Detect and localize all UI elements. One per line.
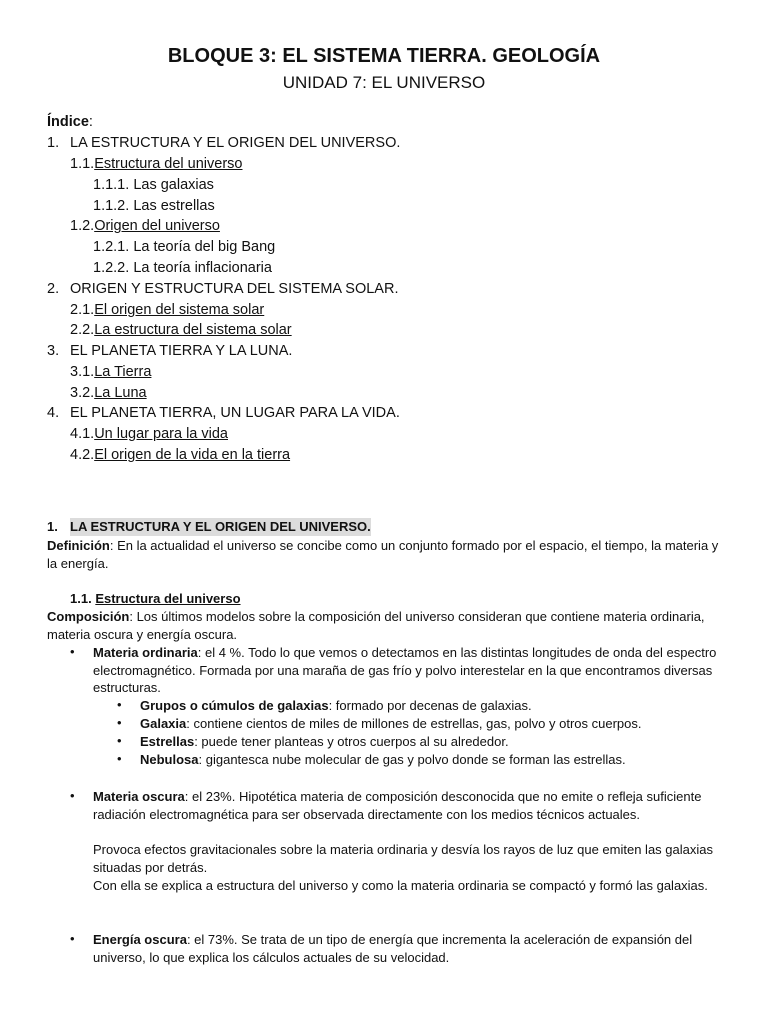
composition-label: Composición <box>47 609 130 624</box>
index-item-number: 1. <box>47 135 60 151</box>
index-item-link[interactable]: Origen del universo <box>94 218 220 234</box>
sub-item-text: : gigantesca nube molecular de gas y polvo donde se forman las estrellas. <box>198 752 626 767</box>
index-item-number: 1.1.2. <box>93 198 130 214</box>
bullet-icon: • <box>70 788 75 803</box>
section-heading <box>47 518 371 536</box>
index-item-2-1[interactable] <box>70 302 264 318</box>
index-item-number: 2. <box>47 281 60 297</box>
bullet-icon: • <box>117 751 122 766</box>
composition-paragraph <box>47 608 707 643</box>
index-item-text: ORIGEN Y ESTRUCTURA DEL SISTEMA SOLAR. <box>70 281 399 297</box>
dark-matter-text: : el 23%. Hipotética materia de composición desconocida que no emite o refleja suficiente radiación electromagnética para ser observada directamente con los medios técnicos actuales. <box>93 789 702 822</box>
sub-item-label: Grupos o cúmulos de galaxias <box>140 698 329 713</box>
sub-item-text: : contiene cientos de miles de millones de estrellas, gas, polvo y otros cuerpos. <box>186 716 642 731</box>
sub-item-stars <box>140 733 509 751</box>
index-item-link[interactable]: El origen de la vida en la tierra <box>94 447 291 463</box>
document-title: BLOQUE 3: EL SISTEMA TIERRA. GEOLOGÍA <box>167 45 601 67</box>
index-item-text: LA ESTRUCTURA Y EL ORIGEN DEL UNIVERSO. <box>70 135 401 151</box>
bullet-icon: • <box>70 931 75 946</box>
sub-item-label: Galaxia <box>140 716 187 731</box>
index-colon: : <box>88 114 93 130</box>
dark-energy-text: : el 73%. Se trata de un tipo de energía que incrementa la aceleración de expansión del universo, lo que explica los cálculos actuales de su velocidad. <box>93 932 693 965</box>
index-item-number: 1.2.2. <box>93 260 130 276</box>
index-item-number: 4.2. <box>70 447 95 463</box>
index-item-text: Las estrellas <box>133 198 215 214</box>
document-subtitle: UNIDAD 7: EL UNIVERSO <box>282 73 486 92</box>
sub-item-galaxy <box>140 715 642 733</box>
sub-item-clusters <box>140 697 532 715</box>
index-item-number: 4.1. <box>70 426 95 442</box>
index-item-text: EL PLANETA TIERRA, UN LUGAR PARA LA VIDA. <box>70 405 400 421</box>
index-item-number: 2.1. <box>70 302 95 318</box>
index-item-link[interactable]: El origen del sistema solar <box>94 302 265 318</box>
index-item-1-2-1 <box>93 239 275 255</box>
dark-matter-item <box>93 788 719 823</box>
ordinary-matter-item <box>93 644 719 697</box>
dark-matter-paragraph-3: Con ella se explica a estructura del universo y como la materia ordinaria se compactó y formó las galaxias. <box>93 878 708 893</box>
subsection-title: Estructura del universo <box>95 591 241 606</box>
composition-text: : Los últimos modelos sobre la composición del universo consideran que contiene materia ordinaria, materia oscura y energía oscura. <box>47 609 705 642</box>
dark-energy-label: Energía oscura <box>93 932 187 947</box>
bullet-icon: • <box>117 715 122 730</box>
index-item-number: 1.2.1. <box>93 239 130 255</box>
index-item-3-1[interactable] <box>70 364 151 380</box>
index-item-number: 3. <box>47 343 60 359</box>
sub-item-nebula <box>140 751 626 769</box>
index-item-1-1-1 <box>93 177 214 193</box>
bullet-icon: • <box>70 644 75 659</box>
sub-item-label: Estrellas <box>140 734 195 749</box>
definition-label: Definición <box>47 538 110 553</box>
index-item-2-2[interactable] <box>70 322 292 338</box>
sub-item-label: Nebulosa <box>140 752 199 767</box>
index-item-number: 1.1.1. <box>93 177 130 193</box>
index-item-4-1[interactable] <box>70 426 228 442</box>
dark-matter-label: Materia oscura <box>93 789 185 804</box>
index-item-link[interactable]: Estructura del universo <box>94 156 243 172</box>
index-item-1-2[interactable] <box>70 218 220 234</box>
sub-item-text: : formado por decenas de galaxias. <box>328 698 532 713</box>
index-item-link[interactable]: Un lugar para la vida <box>94 426 228 442</box>
index-item-3-2[interactable] <box>70 385 147 401</box>
index-item-text: EL PLANETA TIERRA Y LA LUNA. <box>70 343 293 359</box>
index-item-link[interactable]: La estructura del sistema solar <box>94 322 292 338</box>
dark-energy-item <box>93 931 719 966</box>
index-item-number: 1.2. <box>70 218 95 234</box>
subsection-heading <box>70 590 241 608</box>
index-item-number: 1.1. <box>70 156 95 172</box>
index-item-link[interactable]: La Luna <box>94 385 147 401</box>
index-item-1-1-2 <box>93 198 215 214</box>
index-item-1-1[interactable] <box>70 156 242 172</box>
index-item-number: 3.2. <box>70 385 95 401</box>
ordinary-matter-label: Materia ordinaria <box>93 645 198 660</box>
dark-matter-paragraph-2: Provoca efectos gravitacionales sobre la materia ordinaria y desvía los rayos de luz que emiten las galaxias situadas por detrás. <box>93 842 713 875</box>
bullet-icon: • <box>117 697 122 712</box>
definition-paragraph <box>47 537 719 572</box>
sub-item-text: : puede tener planteas y otros cuerpos al su alrededor. <box>194 734 509 749</box>
section-title: LA ESTRUCTURA Y EL ORIGEN DEL UNIVERSO. <box>70 519 371 534</box>
index-item-4-2[interactable] <box>70 447 290 463</box>
definition-text: : En la actualidad el universo se concibe como un conjunto formado por el espacio, el tiempo, la materia y la energía. <box>47 538 719 571</box>
index-item-number: 4. <box>47 405 60 421</box>
index-heading <box>47 114 93 130</box>
index-item-link[interactable]: La Tierra <box>94 364 152 380</box>
section-number: 1. <box>47 519 58 534</box>
index-item-1-2-2 <box>93 260 272 276</box>
subsection-number: 1.1. <box>70 591 92 606</box>
index-item-number: 2.2. <box>70 322 95 338</box>
index-item-text: Las galaxias <box>133 177 214 193</box>
index-item-text: La teoría inflacionaria <box>133 260 272 276</box>
bullet-icon: • <box>117 733 122 748</box>
index-label: Índice <box>47 114 89 130</box>
ordinary-matter-text: : el 4 %. Todo lo que vemos o detectamos en las distintas longitudes de onda del espectro electromagnético. Formada por una maraña de gas frío y polvo interestelar en la que encontramos diversas estructuras. <box>93 645 717 695</box>
index-item-text: La teoría del big Bang <box>133 239 276 255</box>
index-item-number: 3.1. <box>70 364 95 380</box>
